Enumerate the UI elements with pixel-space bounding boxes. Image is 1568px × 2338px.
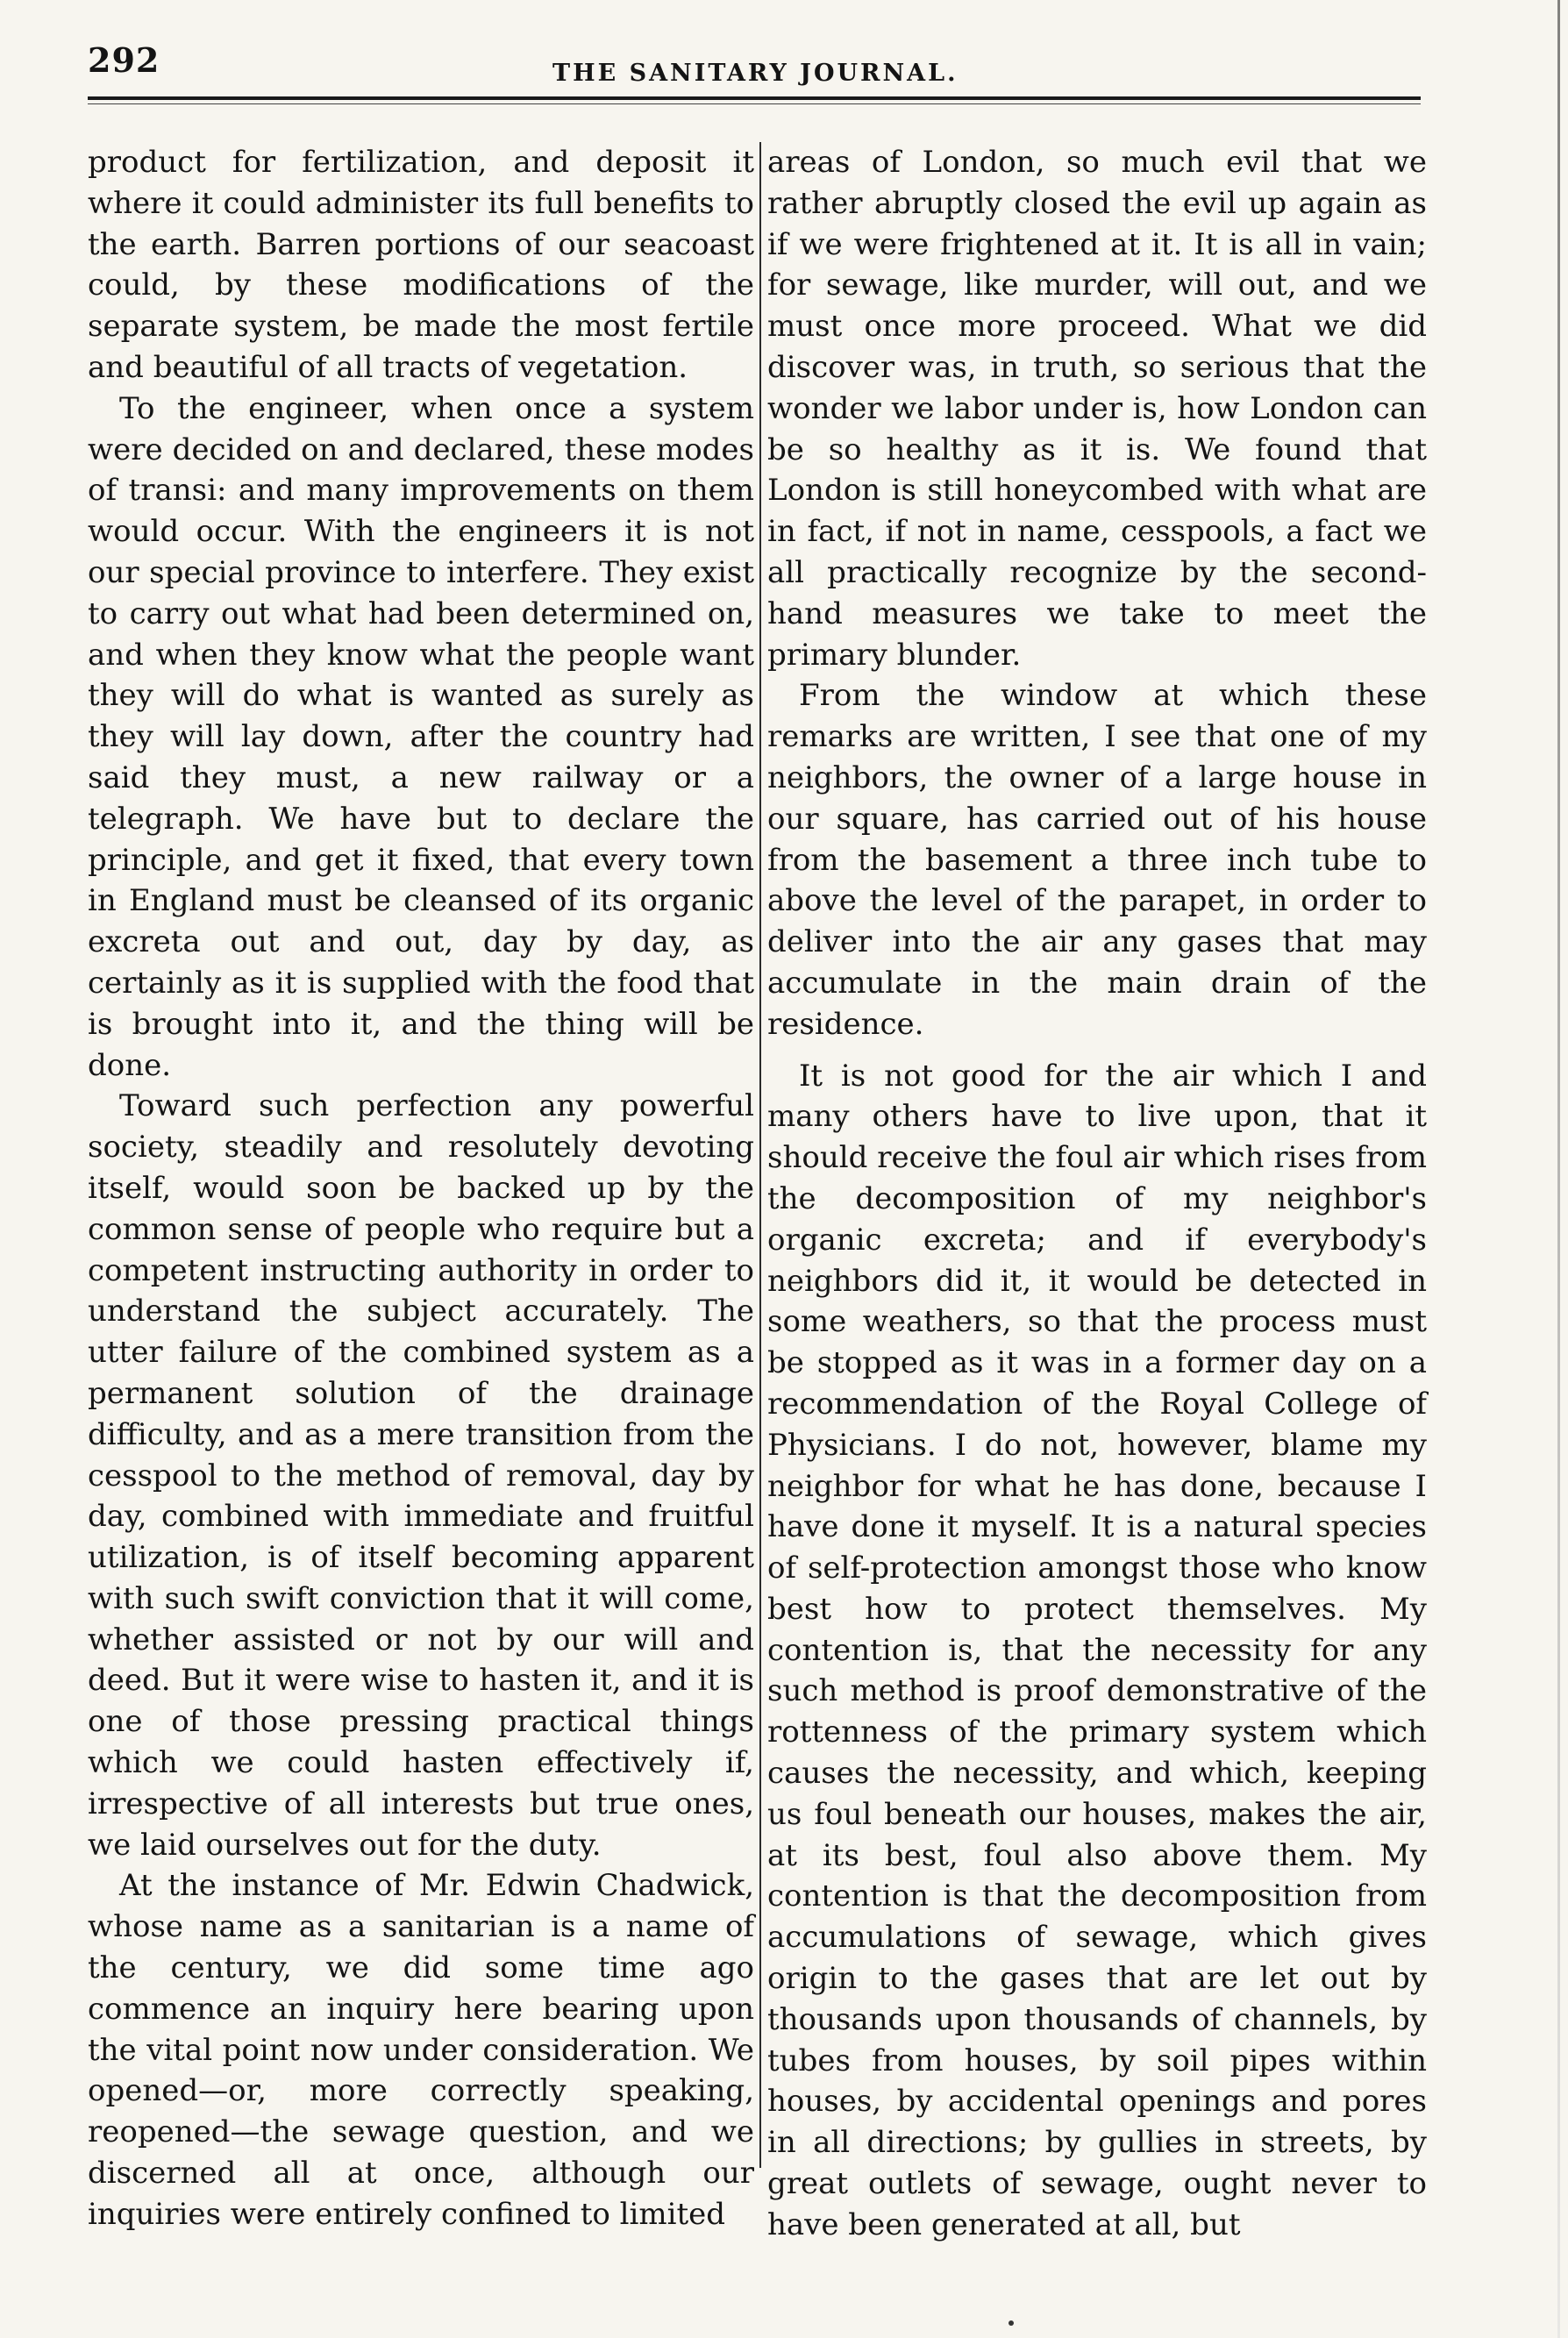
paragraph: Toward such perfection any powerful society, steadily and resolutely devoting itself, would soon be backed up by the common sense of people who require but a competent instructing authority in order to understand the subject accurately. The utter failure of the combined system as a permanent solution of the drainage difficulty, and as a mere transition from the cesspool to the method of removal, day by day, combined with immediate and fruitful utilization, is of itself becoming apparent with such swift conviction that it will come, whether assisted or not by our will and deed. But it were wise to hasten it, and it is one of those pressing practical things which we could hasten effectively if, irrespective of all interests but true ones, we laid ourselves out for the duty. <box>88 1088 754 1863</box>
paragraph: It is not good for the air which I and many others have to live upon, that it should receive the foul air which rises from the decomposition of my neighbor's organic excreta; and if everybody's neighbors did it, it would be detected in some weathers, so that the process must be stopped as it was in a former day on a recommendation of the Royal College of Physicians. I do not, however, blame my neighbor for what he has done, because I have done it myself. It is a natural species of self-protection amongst those who know best how to protect themselves. My contention is, that the necessity for any such method is proof demonstrative of the rottenness of the primary system which causes the necessity, and which, keeping us foul beneath our houses, makes the air, at its best, foul also above them. My contention is that the decomposition from accumulations of sewage, which gives origin to the gases that are let out by thousands upon thousands of channels, by tubes from houses, by soil pipes within houses, by accidental openings and pores in all directions; by gullies in streets, by great outlets of sewage, ought never to have been generated at all, but <box>767 1058 1427 2242</box>
header-rule <box>88 96 1421 100</box>
left-column <box>88 142 754 2235</box>
running-title: THE SANITARY JOURNAL. <box>552 60 959 87</box>
ink-speck <box>1009 2320 1014 2326</box>
page-number: 292 <box>88 40 160 80</box>
paragraph: To the engineer, when once a system were decided on and declared, these modes of transi: and many improvements on them would occur. With the engineers it is not our special province to interfere. They exist to carry out what had been determined on, and when they know what the people want they will do what is wanted as surely as they will lay down, after the country had said they must, a new railway or a telegraph. We have but to declare the principle, and get it fixed, that every town in England must be cleansed of its organic excreta out and out, day by day, as certainly as it is supplied with the food that is brought into it, and the thing will be done. <box>88 390 754 1083</box>
paragraph: areas of London, so much evil that we rather abruptly closed the evil up again as if we were frightened at it. It is all in vain; for sewage, like murder, will out, and we must once more proceed. What we did discover was, in truth, so serious that the wonder we labor under is, how London can be so healthy as it is. We found that London is still honeycombed with what are in fact, if not in name, cesspools, a fact we all practically recognize by the second-hand measures we take to meet the primary blunder. <box>767 145 1427 673</box>
page-edge-shadow <box>1557 0 1560 2338</box>
paragraph: product for fertilization, and deposit it where it could administer its full benefits to the earth. Barren portions of our seacoast could, by these modifications of the separate system, be made the most fertile and beautiful of all tracts of vegetation. <box>88 145 754 385</box>
page-header <box>88 33 1421 103</box>
right-column <box>767 142 1427 2246</box>
column-divider <box>759 142 761 2168</box>
header-rule-thin <box>88 103 1421 104</box>
paragraph: From the window at which these remarks are written, I see that one of my neighbors, the owner of a large house in our square, has carried out of his house from the basement a three inch tube to above the level of the parapet, in order to deliver into the air any gases that may accumulate in the main drain of the residence. <box>767 678 1427 1042</box>
paragraph: At the instance of Mr. Edwin Chadwick, whose name as a sanitarian is a name of the century, we did some time ago commence an inquiry here bearing upon the vital point now under consideration. We opened—or, more correctly speaking, reopened—the sewage question, and we discerned all at once, although our inquiries were entirely confined to limited <box>88 1868 754 2232</box>
